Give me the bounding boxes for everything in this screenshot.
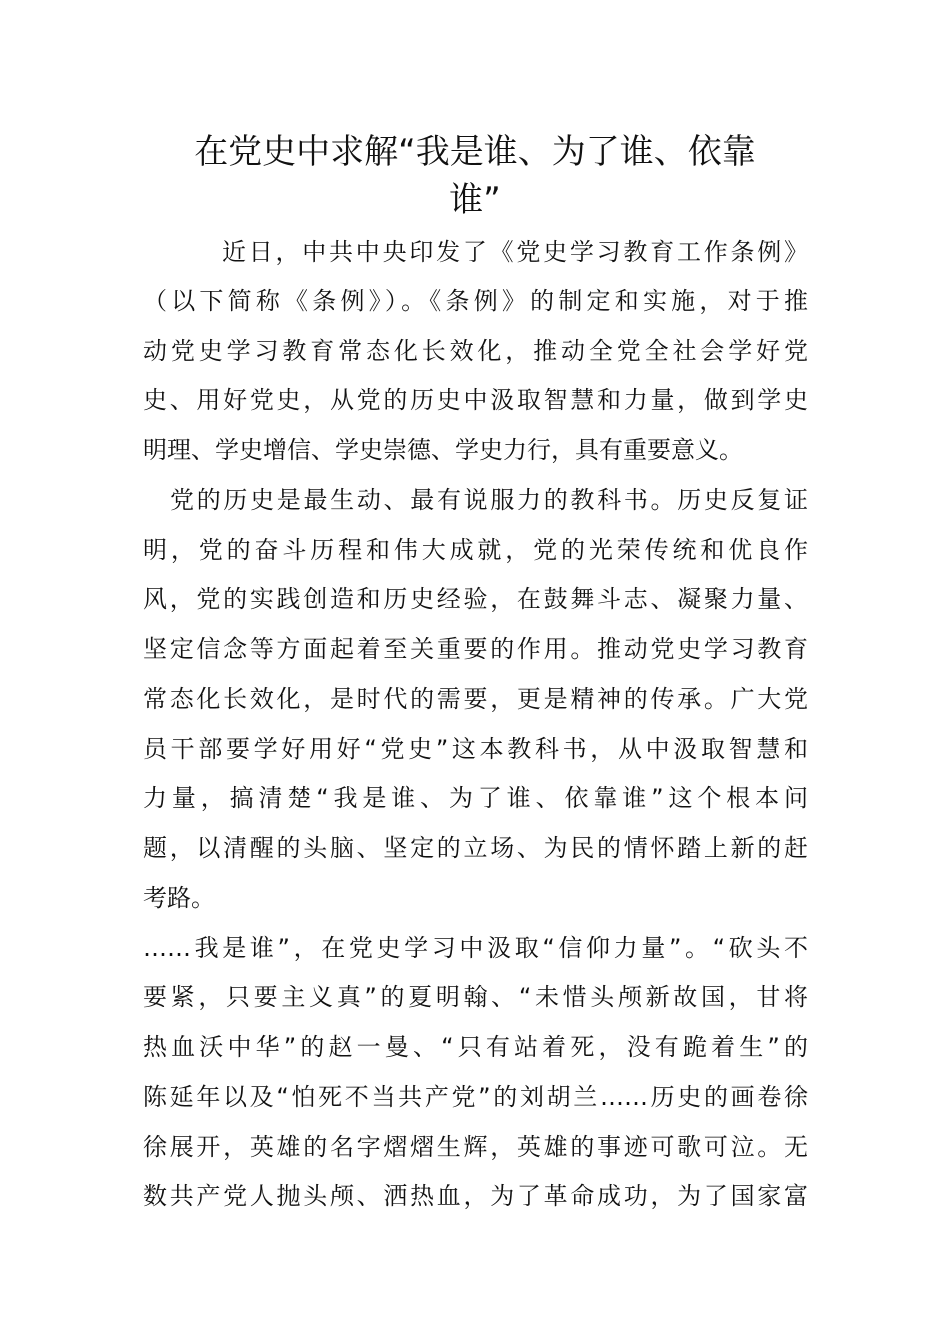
paragraph-2-line-1: 党的历史是最生动、最有说服力的教科书。历史反复证 [170,486,808,514]
paragraph-1-line-3: 动党史学习教育常态化长效化，推动全党全社会学好党 [143,337,808,365]
paragraph-3-line-1: ……我是谁”，在党史学习中汲取“信仰力量”。“砍头不 [143,934,808,962]
paragraph-2-line-2: 明，党的奋斗历程和伟大成就，党的光荣传统和优良作 [143,536,808,564]
paragraph-2-line-7: 力量，搞清楚“我是谁、为了谁、依靠谁”这个根本问 [143,784,808,812]
title-line-1: 在党史中求解“我是谁、为了谁、依靠 [194,132,756,172]
paragraph-3-line-4: 陈延年以及“怕死不当共产党”的刘胡兰……历史的画卷徐 [143,1083,808,1111]
title-line-2: 谁” [449,180,501,220]
paragraph-3-line-6: 数共产党人抛头颅、洒热血，为了革命成功，为了国家富 [143,1182,808,1210]
paragraph-1-line-2: （以下简称《条例》）。《条例》的制定和实施，对于推 [143,287,808,315]
paragraph-1-line-5: 明理、学史增信、学史崇德、学史力行，具有重要意义。 [143,436,743,464]
paragraph-2-line-6: 员干部要学好用好“党史”这本教科书，从中汲取智慧和 [143,735,808,763]
document-title [150,128,800,224]
paragraph-2-line-5: 常态化长效化，是时代的需要，更是精神的传承。广大党 [143,685,808,713]
paragraph-2-line-4: 坚定信念等方面起着至关重要的作用。推动党史学习教育 [143,635,808,663]
paragraph-3-line-2: 要紧，只要主义真”的夏明翰、“未惜头颅新故国，甘将 [143,983,808,1011]
paragraph-2-line-8: 题，以清醒的头脑、坚定的立场、为民的情怀踏上新的赶 [143,834,808,862]
paragraph-2-line-9: 考路。 [143,884,215,912]
paragraph-3-line-3: 热血沃中华”的赵一曼、“只有站着死，没有跪着生”的 [143,1033,808,1061]
paragraph-1-line-1: 近日，中共中央印发了《党史学习教育工作条例》 [222,238,808,266]
paragraph-1-line-4: 史、用好党史，从党的历史中汲取智慧和力量，做到学史 [143,386,808,414]
paragraph-3-line-5: 徐展开，英雄的名字熠熠生辉，英雄的事迹可歌可泣。无 [143,1133,808,1161]
paragraph-2-line-3: 风，党的实践创造和历史经验，在鼓舞斗志、凝聚力量、 [143,585,808,613]
